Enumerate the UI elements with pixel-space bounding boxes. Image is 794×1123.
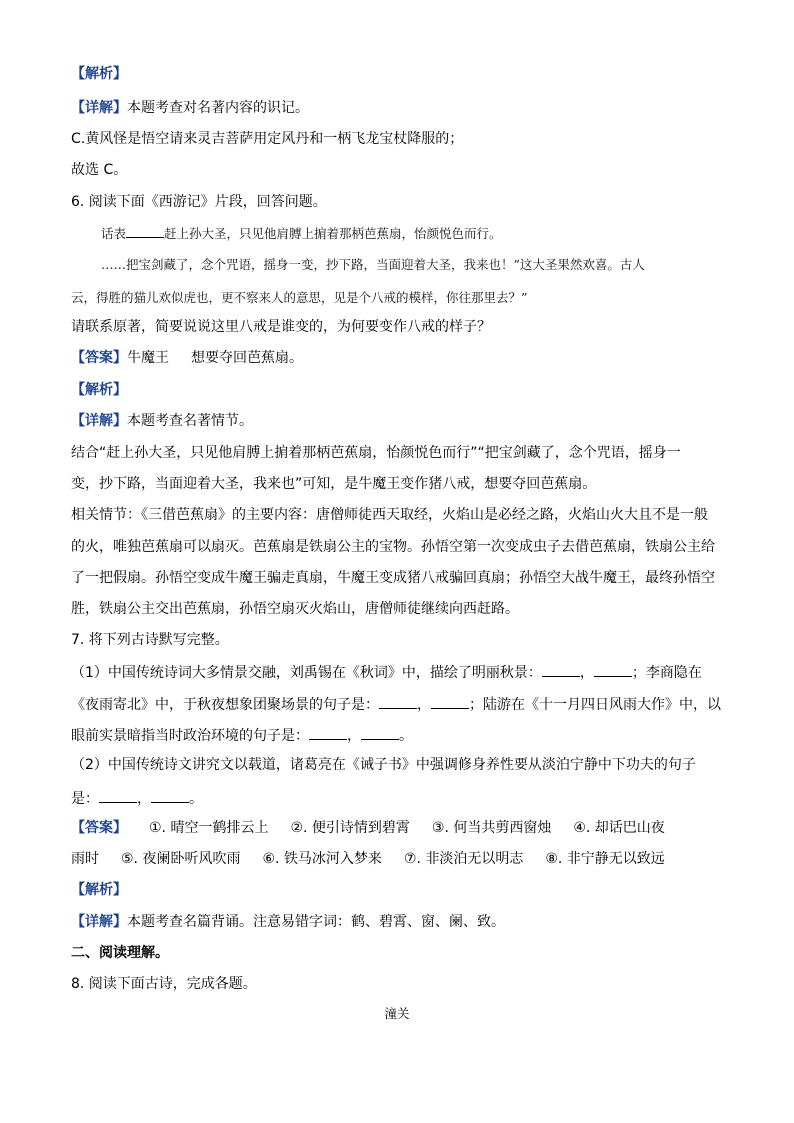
option-c-line: C.黄风怪是悟空请来灵吉菩萨用定风丹和一柄飞龙宝杖降服的； [71, 131, 464, 147]
paragraph-line: 胜，铁扇公主交出芭蕉扇，孙悟空扇灭火焰山，唐僧师徒继续向西赶路。 [71, 601, 519, 617]
detail-line: 【详解】本题考查名篇背诵。注意易错字词：鹤、碧霄、窗、阑、致。 [71, 914, 505, 930]
answer-item: ③. 何当共剪西窗烛 [431, 820, 552, 836]
fill-blank [126, 222, 164, 238]
answer-item: ⑤. 夜阑卧听风吹雨 [121, 851, 241, 867]
analysis-label: 【解析】 [71, 882, 127, 898]
question-6-stem: 6. 阅读下面《西游记》片段，回答问题。 [71, 194, 327, 210]
answer-item: ⑦. 非淡泊无以明志 [403, 851, 524, 867]
detail-label: 【详解】 [71, 914, 127, 930]
question-7-sub2-line1: （2）中国传统诗文讲究文以载道，诸葛亮在《诫子书》中强调修身养性要从淡泊宁静中下功夫的句子 [71, 757, 696, 773]
detail-label: 【详解】 [71, 100, 127, 116]
question-7-sub2-line2: 是： ， 。 [71, 787, 731, 809]
question-7-sub1-line1: （1）中国传统诗词大多情景交融，刘禹锡在《秋词》中，描绘了明丽秋景： ， ；李商隐在 [71, 661, 731, 683]
detail-line: 【详解】本题考查名著情节。 [71, 413, 253, 429]
detail-label: 【详解】 [71, 413, 127, 429]
answer-item: ④. 却话巴山夜 [573, 820, 665, 836]
question-7-sub1-line3: 眼前实景暗指当时政治环境的句子是： ， 。 [71, 724, 731, 746]
excerpt-line-2: ……把宝剑藏了，念个咒语，摇身一变，抄下路，当面迎着大圣，我来也！”这大圣果然欢喜。古人 [101, 257, 645, 272]
answer-line-cont: 雨时 ⑤. 夜阑卧听风吹雨 ⑥. 铁马冰河入梦来 ⑦. 非淡泊无以明志 ⑧. 非宁静无以致远 [71, 851, 665, 867]
answer-item: ②. 便引诗情到碧霄 [290, 820, 410, 836]
analysis-label: 【解析】 [71, 382, 127, 398]
question-6-prompt: 请联系原著，简要说说这里八戒是谁变的，为何要变作八戒的样子？ [71, 319, 491, 335]
section-heading: 二、阅读理解。 [71, 945, 169, 961]
poem-title: 潼关 [384, 1006, 410, 1021]
answer-item: ⑥. 铁马冰河入梦来 [262, 851, 382, 867]
choose-line: 故选 C。 [71, 162, 128, 178]
answer-item: ①. 晴空一鹤排云上 [149, 820, 269, 836]
analysis-label: 【解析】 [71, 66, 127, 82]
answer-label: 【答案】 [71, 350, 127, 366]
paragraph-line: 的火，唯独芭蕉扇可以扇灭。芭蕉扇是铁扇公主的宝物。孙悟空第一次变成虫子去借芭蕉扇，铁扇公主给 [71, 539, 715, 555]
answer-line: 【答案】牛魔王 想要夺回芭蕉扇。 [71, 350, 303, 366]
excerpt-line-3: 云，得胜的猫儿欢似虎也，更不察来人的意思，见是个八戒的模样，你往那里去？” [71, 290, 528, 305]
question-7-sub1-line2: 《夜雨寄北》中，于秋夜想象团聚场景的句子是： ， ；陆游在《十一月四日风雨大作》中，以 [71, 693, 731, 715]
answer-line [71, 818, 731, 838]
paragraph-line: 相关情节：《三借芭蕉扇》的主要内容：唐僧师徒西天取经，火焰山是必经之路，火焰山火大且不是一般 [71, 507, 708, 523]
answer-label: 【答案】 [71, 820, 127, 836]
question-8-stem: 8. 阅读下面古诗，完成各题。 [71, 976, 257, 992]
question-7-stem: 7. 将下列古诗默写完整。 [71, 632, 229, 648]
paragraph-line: 变，抄下路，当面迎着大圣，我来也”可知，是牛魔王变作猪八戒，想要夺回芭蕉扇。 [71, 476, 597, 492]
detail-line: 【详解】本题考查对名著内容的识记。 [71, 100, 309, 116]
paragraph-line: 了一把假扇。孙悟空变成牛魔王骗走真扇，牛魔王变成猪八戒骗回真扇；孙悟空大战牛魔王，最终孙悟空 [71, 570, 715, 586]
excerpt-line-1: 话表 赶上孙大圣，只见他肩膊上掮着那柄芭蕉扇，怡颜悦色而行。 [101, 222, 761, 244]
answer-item: ⑧. 非宁静无以致远 [545, 851, 665, 867]
paragraph-line: 结合“赶上孙大圣，只见他肩膊上掮着那柄芭蕉扇，怡颜悦色而行”“把宝剑藏了，念个咒语，摇身一 [71, 445, 681, 461]
